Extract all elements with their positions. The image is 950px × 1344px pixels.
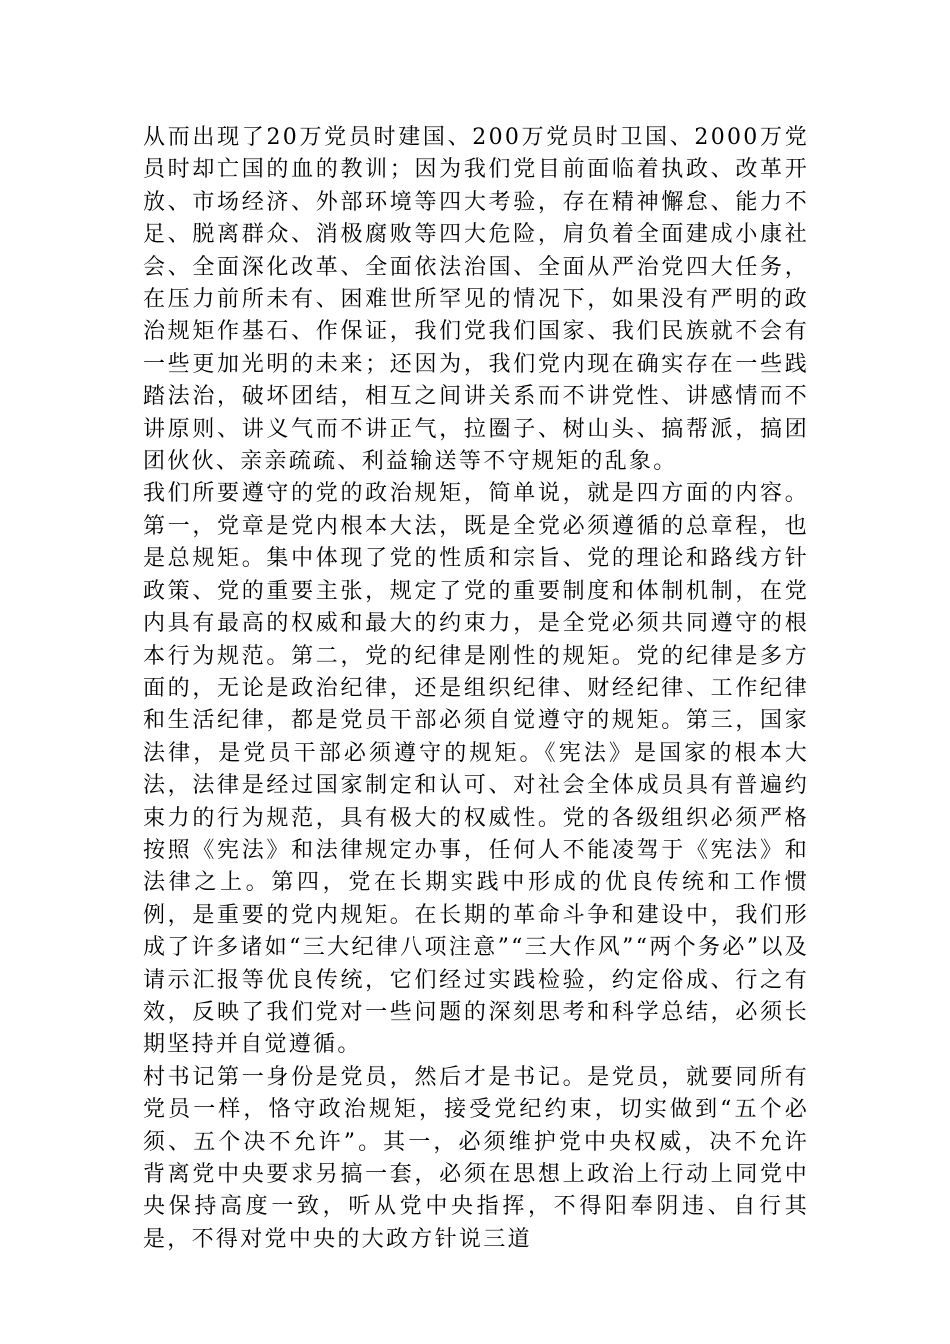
paragraph-3: 村书记第一身份是党员，然后才是书记。是党员，就要同所有党员一样，恪守政治规矩，接受党纪约束，切实做到“五个必须、五个决不允许”。其一，必须维护党中央权威，决不允许背离党中央要求另搞一套，必须在思想上政治上行动上同党中央保持高度一致，听从党中央指挥，不得阳奉阴违、自行其是，不得对党中央的大政方针说三道 (143, 1064, 809, 1252)
paragraph-2: 我们所要遵守的党的政治规矩，简单说，就是四方面的内容。第一，党章是党内根本大法，既是全党必须遵循的总章程，也是总规矩。集中体现了党的性质和宗旨、党的理论和路线方针政策、党的重要主张，规定了党的重要制度和体制机制，在党内具有最高的权威和最大的约束力，是全党必须共同遵守的根本行为规范。第二，党的纪律是刚性的规矩。党的纪律是多方面的，无论是政治纪律，还是组织纪律、财经纪律、工作纪律和生活纪律，都是党员干部必须自觉遵守的规矩。第三，国家法律，是党员干部必须遵守的规矩。《宪法》是国家的根本大法，法律是经过国家制定和认可、对社会全体成员具有普遍约束力的行为规范，具有极大的权威性。党的各级组织必须严格按照《宪法》和法律规定办事，任何人不能凌驾于《宪法》和法律之上。第四，党在长期实践中形成的优良传统和工作惯例，是重要的党内规矩。在长期的革命斗争和建设中，我们形成了许多诸如“三大纪律八项注意”“三大作风”“两个务必”以及请示汇报等优良传统，它们经过实践检验，约定俗成、行之有效，反映了我们党对一些问题的深刻思考和科学总结，必须长期坚持并自觉遵循。 (143, 481, 809, 1058)
document-body (143, 122, 809, 1256)
paragraph-1: 从而出现了20万党员时建国、200万党员时卫国、2000万党员时却亡国的血的教训；因为我们党目前面临着执政、改革开放、市场经济、外部环境等四大考验，存在精神懈怠、能力不足、脱离群众、消极腐败等四大危险，肩负着全面建成小康社会、全面深化改革、全面依法治国、全面从严治党四大任务，在压力前所未有、困难世所罕见的情况下，如果没有严明的政治规矩作基石、作保证，我们党我们国家、我们民族就不会有一些更加光明的未来；还因为，我们党内现在确实存在一些践踏法治，破坏团结，相互之间讲关系而不讲党性、讲感情而不讲原则、讲义气而不讲正气，拉圈子、树山头、搞帮派，搞团团伙伙、亲亲疏疏、利益输送等不守规矩的乱象。 (143, 125, 809, 475)
